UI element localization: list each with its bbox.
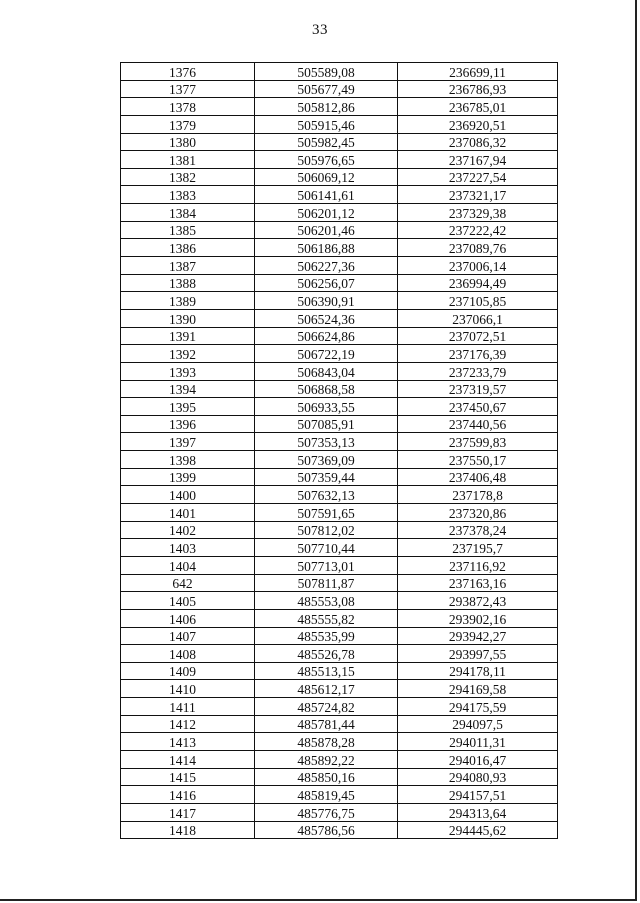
table-row	[121, 204, 558, 222]
point-number-cell: 1376	[121, 63, 255, 81]
point-number-cell: 1407	[121, 627, 255, 645]
y-coordinate-cell: 294080,93	[398, 768, 558, 786]
table-row	[121, 662, 558, 680]
y-coordinate-cell: 237321,17	[398, 186, 558, 204]
x-coordinate-cell: 485555,82	[255, 609, 398, 627]
y-coordinate-cell: 294445,62	[398, 821, 558, 839]
table-row	[121, 168, 558, 186]
point-number-cell: 1411	[121, 698, 255, 716]
table-row	[121, 292, 558, 310]
table-row	[121, 750, 558, 768]
table-row	[121, 715, 558, 733]
table-row	[121, 63, 558, 81]
y-coordinate-cell: 237105,85	[398, 292, 558, 310]
table-row	[121, 115, 558, 133]
point-number-cell: 1412	[121, 715, 255, 733]
x-coordinate-cell: 506524,36	[255, 309, 398, 327]
y-coordinate-cell: 237227,54	[398, 168, 558, 186]
y-coordinate-cell: 237178,8	[398, 486, 558, 504]
y-coordinate-cell: 237116,92	[398, 556, 558, 574]
table-row	[121, 98, 558, 116]
y-coordinate-cell: 236785,01	[398, 98, 558, 116]
table-row	[121, 821, 558, 839]
x-coordinate-cell: 506227,36	[255, 257, 398, 275]
x-coordinate-cell: 485612,17	[255, 680, 398, 698]
point-number-cell: 1408	[121, 645, 255, 663]
y-coordinate-cell: 294097,5	[398, 715, 558, 733]
table-row	[121, 186, 558, 204]
table-row	[121, 592, 558, 610]
table-row	[121, 221, 558, 239]
point-number-cell: 1413	[121, 733, 255, 751]
point-number-cell: 1398	[121, 451, 255, 469]
y-coordinate-cell: 293902,16	[398, 609, 558, 627]
point-number-cell: 1397	[121, 433, 255, 451]
x-coordinate-cell: 506141,61	[255, 186, 398, 204]
table-row	[121, 398, 558, 416]
x-coordinate-cell: 507812,02	[255, 521, 398, 539]
y-coordinate-cell: 237066,1	[398, 309, 558, 327]
table-row	[121, 468, 558, 486]
x-coordinate-cell: 507369,09	[255, 451, 398, 469]
point-number-cell: 1380	[121, 133, 255, 151]
point-number-cell: 1383	[121, 186, 255, 204]
point-number-cell: 1382	[121, 168, 255, 186]
x-coordinate-cell: 506069,12	[255, 168, 398, 186]
x-coordinate-cell: 506933,55	[255, 398, 398, 416]
y-coordinate-cell: 237089,76	[398, 239, 558, 257]
x-coordinate-cell: 485786,56	[255, 821, 398, 839]
y-coordinate-cell: 237072,51	[398, 327, 558, 345]
point-number-cell: 1377	[121, 80, 255, 98]
y-coordinate-cell: 237319,57	[398, 380, 558, 398]
x-coordinate-cell: 505976,65	[255, 151, 398, 169]
table-row	[121, 768, 558, 786]
table-row	[121, 627, 558, 645]
y-coordinate-cell: 237450,67	[398, 398, 558, 416]
y-coordinate-cell: 294011,31	[398, 733, 558, 751]
y-coordinate-cell: 237167,94	[398, 151, 558, 169]
x-coordinate-cell: 506868,58	[255, 380, 398, 398]
table-row	[121, 698, 558, 716]
point-number-cell: 1416	[121, 786, 255, 804]
x-coordinate-cell: 485526,78	[255, 645, 398, 663]
point-number-cell: 1405	[121, 592, 255, 610]
point-number-cell: 1378	[121, 98, 255, 116]
table-row	[121, 521, 558, 539]
x-coordinate-cell: 507811,87	[255, 574, 398, 592]
table-row	[121, 556, 558, 574]
y-coordinate-cell: 236920,51	[398, 115, 558, 133]
y-coordinate-cell: 294175,59	[398, 698, 558, 716]
table-row	[121, 803, 558, 821]
table-row	[121, 362, 558, 380]
page-number: 33	[312, 22, 328, 38]
x-coordinate-cell: 506201,12	[255, 204, 398, 222]
y-coordinate-cell: 237163,16	[398, 574, 558, 592]
x-coordinate-cell: 507353,13	[255, 433, 398, 451]
table-row	[121, 239, 558, 257]
table-row	[121, 415, 558, 433]
table-row	[121, 486, 558, 504]
point-number-cell: 1414	[121, 750, 255, 768]
x-coordinate-cell: 506201,46	[255, 221, 398, 239]
x-coordinate-cell: 485513,15	[255, 662, 398, 680]
table-row	[121, 309, 558, 327]
point-number-cell: 1400	[121, 486, 255, 504]
table-row	[121, 151, 558, 169]
y-coordinate-cell: 237599,83	[398, 433, 558, 451]
y-coordinate-cell: 237320,86	[398, 504, 558, 522]
table-row	[121, 133, 558, 151]
x-coordinate-cell: 506843,04	[255, 362, 398, 380]
y-coordinate-cell: 237176,39	[398, 345, 558, 363]
table-row	[121, 274, 558, 292]
x-coordinate-cell: 505812,86	[255, 98, 398, 116]
x-coordinate-cell: 506186,88	[255, 239, 398, 257]
point-number-cell: 1404	[121, 556, 255, 574]
point-number-cell: 1409	[121, 662, 255, 680]
table-row	[121, 680, 558, 698]
y-coordinate-cell: 237086,32	[398, 133, 558, 151]
y-coordinate-cell: 293942,27	[398, 627, 558, 645]
point-number-cell: 1402	[121, 521, 255, 539]
point-number-cell: 1392	[121, 345, 255, 363]
coordinates-table	[120, 62, 558, 839]
point-number-cell: 1386	[121, 239, 255, 257]
y-coordinate-cell: 293997,55	[398, 645, 558, 663]
y-coordinate-cell: 236699,11	[398, 63, 558, 81]
table-row	[121, 345, 558, 363]
y-coordinate-cell: 294169,58	[398, 680, 558, 698]
point-number-cell: 1401	[121, 504, 255, 522]
table-row	[121, 645, 558, 663]
y-coordinate-cell: 237233,79	[398, 362, 558, 380]
table-row	[121, 504, 558, 522]
y-coordinate-cell: 236994,49	[398, 274, 558, 292]
x-coordinate-cell: 485776,75	[255, 803, 398, 821]
table-row	[121, 257, 558, 275]
x-coordinate-cell: 505982,45	[255, 133, 398, 151]
table-row	[121, 380, 558, 398]
y-coordinate-cell: 237406,48	[398, 468, 558, 486]
coordinates-table-body	[121, 63, 558, 839]
table-row	[121, 609, 558, 627]
x-coordinate-cell: 485892,22	[255, 750, 398, 768]
table-row	[121, 433, 558, 451]
x-coordinate-cell: 507085,91	[255, 415, 398, 433]
x-coordinate-cell: 507713,01	[255, 556, 398, 574]
x-coordinate-cell: 505589,08	[255, 63, 398, 81]
x-coordinate-cell: 485724,82	[255, 698, 398, 716]
x-coordinate-cell: 506390,91	[255, 292, 398, 310]
x-coordinate-cell: 507591,65	[255, 504, 398, 522]
point-number-cell: 1394	[121, 380, 255, 398]
point-number-cell: 1406	[121, 609, 255, 627]
y-coordinate-cell: 237195,7	[398, 539, 558, 557]
table-row	[121, 733, 558, 751]
x-coordinate-cell: 505915,46	[255, 115, 398, 133]
point-number-cell: 1388	[121, 274, 255, 292]
table-row	[121, 574, 558, 592]
x-coordinate-cell: 485781,44	[255, 715, 398, 733]
x-coordinate-cell: 485819,45	[255, 786, 398, 804]
point-number-cell: 1395	[121, 398, 255, 416]
point-number-cell: 1391	[121, 327, 255, 345]
point-number-cell: 1403	[121, 539, 255, 557]
point-number-cell: 1379	[121, 115, 255, 133]
table-row	[121, 327, 558, 345]
table-row	[121, 786, 558, 804]
point-number-cell: 1389	[121, 292, 255, 310]
table-row	[121, 539, 558, 557]
x-coordinate-cell: 507632,13	[255, 486, 398, 504]
point-number-cell: 1384	[121, 204, 255, 222]
y-coordinate-cell: 237222,42	[398, 221, 558, 239]
y-coordinate-cell: 293872,43	[398, 592, 558, 610]
point-number-cell: 1399	[121, 468, 255, 486]
y-coordinate-cell: 237329,38	[398, 204, 558, 222]
y-coordinate-cell: 294178,11	[398, 662, 558, 680]
point-number-cell: 1390	[121, 309, 255, 327]
y-coordinate-cell: 237006,14	[398, 257, 558, 275]
x-coordinate-cell: 485878,28	[255, 733, 398, 751]
x-coordinate-cell: 506722,19	[255, 345, 398, 363]
y-coordinate-cell: 237378,24	[398, 521, 558, 539]
point-number-cell: 642	[121, 574, 255, 592]
point-number-cell: 1418	[121, 821, 255, 839]
x-coordinate-cell: 506624,86	[255, 327, 398, 345]
y-coordinate-cell: 294016,47	[398, 750, 558, 768]
point-number-cell: 1415	[121, 768, 255, 786]
x-coordinate-cell: 505677,49	[255, 80, 398, 98]
y-coordinate-cell: 294157,51	[398, 786, 558, 804]
table-row	[121, 80, 558, 98]
point-number-cell: 1396	[121, 415, 255, 433]
x-coordinate-cell: 507359,44	[255, 468, 398, 486]
x-coordinate-cell: 485553,08	[255, 592, 398, 610]
point-number-cell: 1410	[121, 680, 255, 698]
y-coordinate-cell: 237550,17	[398, 451, 558, 469]
point-number-cell: 1385	[121, 221, 255, 239]
y-coordinate-cell: 237440,56	[398, 415, 558, 433]
x-coordinate-cell: 485535,99	[255, 627, 398, 645]
point-number-cell: 1393	[121, 362, 255, 380]
table-row	[121, 451, 558, 469]
x-coordinate-cell: 485850,16	[255, 768, 398, 786]
point-number-cell: 1387	[121, 257, 255, 275]
point-number-cell: 1417	[121, 803, 255, 821]
y-coordinate-cell: 294313,64	[398, 803, 558, 821]
x-coordinate-cell: 506256,07	[255, 274, 398, 292]
point-number-cell: 1381	[121, 151, 255, 169]
y-coordinate-cell: 236786,93	[398, 80, 558, 98]
x-coordinate-cell: 507710,44	[255, 539, 398, 557]
